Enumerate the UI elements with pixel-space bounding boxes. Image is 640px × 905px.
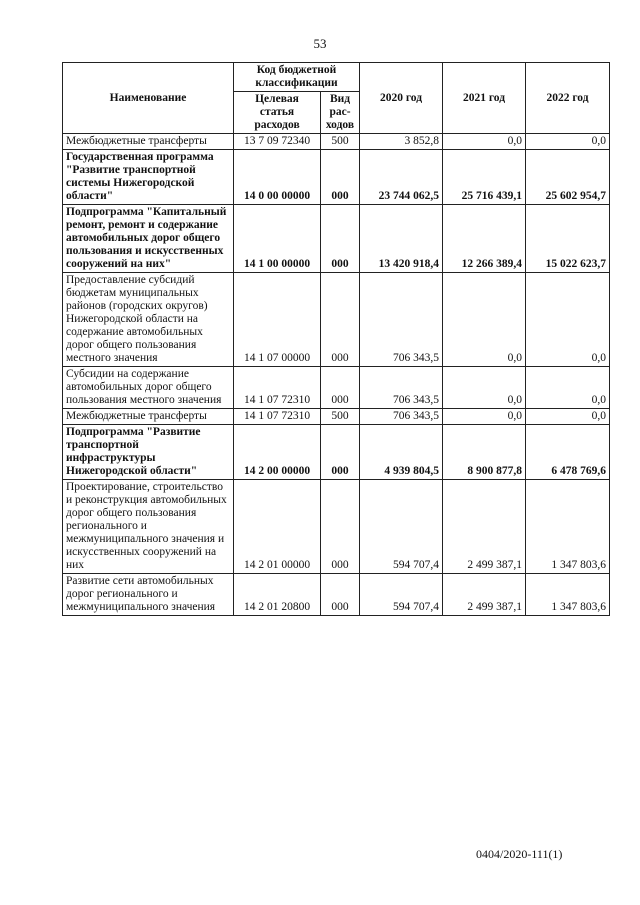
row-value-2022: 0,0: [526, 134, 610, 150]
row-value-2021: 12 266 389,4: [443, 205, 526, 273]
table-row: [63, 205, 610, 273]
header-name: Наименование: [63, 63, 234, 134]
row-value-2020: 4 939 804,5: [360, 425, 443, 480]
row-value-2022: 0,0: [526, 409, 610, 425]
row-expense-type: 000: [321, 273, 360, 367]
table-body: [63, 134, 610, 616]
row-value-2020: 13 420 918,4: [360, 205, 443, 273]
row-name: Подпрограмма "Капитальный ремонт, ремонт и содержание автомобильных дорог общего пользования и искусственных сооружений на них": [63, 205, 234, 273]
row-value-2020: 594 707,4: [360, 574, 443, 616]
header-year-2021: 2021 год: [443, 63, 526, 134]
row-expense-type: 000: [321, 205, 360, 273]
row-value-2022: 6 478 769,6: [526, 425, 610, 480]
row-value-2021: 2 499 387,1: [443, 574, 526, 616]
row-value-2021: 0,0: [443, 273, 526, 367]
header-year-2022: 2022 год: [526, 63, 610, 134]
row-target-article: 14 1 07 72310: [234, 367, 321, 409]
row-value-2020: 23 744 062,5: [360, 150, 443, 205]
row-name: Межбюджетные трансферты: [63, 409, 234, 425]
table-row: [63, 409, 610, 425]
row-value-2021: 0,0: [443, 367, 526, 409]
row-expense-type: 000: [321, 480, 360, 574]
header-target-article: Целевая статья расходов: [234, 92, 321, 134]
row-target-article: 14 1 07 00000: [234, 273, 321, 367]
row-target-article: 14 0 00 00000: [234, 150, 321, 205]
header-expense-type: Вид рас-ходов: [321, 92, 360, 134]
row-name: Предоставление субсидий бюджетам муниципальных районов (городских округов) Нижегородской области на содержание автомобильных дорог общего пользования местного значения: [63, 273, 234, 367]
row-value-2021: 0,0: [443, 134, 526, 150]
row-value-2022: 15 022 623,7: [526, 205, 610, 273]
header-budget-classification: Код бюджетной классификации: [234, 63, 360, 92]
row-value-2022: 1 347 803,6: [526, 480, 610, 574]
row-value-2022: 25 602 954,7: [526, 150, 610, 205]
row-name: Подпрограмма "Развитие транспортной инфраструктуры Нижегородской области": [63, 425, 234, 480]
row-expense-type: 500: [321, 134, 360, 150]
row-name: Субсидии на содержание автомобильных дорог общего пользования местного значения: [63, 367, 234, 409]
row-expense-type: 000: [321, 150, 360, 205]
row-name: Проектирование, строительство и реконструкция автомобильных дорог общего пользования регионального и межмуниципального значения и искусственных сооружений на них: [63, 480, 234, 574]
row-expense-type: 500: [321, 409, 360, 425]
row-value-2020: 706 343,5: [360, 367, 443, 409]
row-target-article: 14 2 01 00000: [234, 480, 321, 574]
row-expense-type: 000: [321, 425, 360, 480]
row-name: Межбюджетные трансферты: [63, 134, 234, 150]
document-code: 0404/2020-111(1): [476, 847, 563, 861]
row-name: Развитие сети автомобильных дорог регионального и межмуниципального значения: [63, 574, 234, 616]
header-year-2020: 2020 год: [360, 63, 443, 134]
row-value-2021: 25 716 439,1: [443, 150, 526, 205]
row-expense-type: 000: [321, 574, 360, 616]
row-value-2020: 594 707,4: [360, 480, 443, 574]
row-value-2021: 8 900 877,8: [443, 425, 526, 480]
row-expense-type: 000: [321, 367, 360, 409]
page-number: 53: [313, 36, 327, 51]
row-name: Государственная программа "Развитие транспортной системы Нижегородской области": [63, 150, 234, 205]
budget-table: [62, 62, 610, 616]
row-value-2022: 0,0: [526, 273, 610, 367]
row-value-2022: 0,0: [526, 367, 610, 409]
row-target-article: 14 1 00 00000: [234, 205, 321, 273]
row-value-2022: 1 347 803,6: [526, 574, 610, 616]
table-row: [63, 425, 610, 480]
row-value-2020: 3 852,8: [360, 134, 443, 150]
table-row: [63, 150, 610, 205]
table-row: [63, 574, 610, 616]
table-row: [63, 134, 610, 150]
table-row: [63, 480, 610, 574]
row-target-article: 14 2 00 00000: [234, 425, 321, 480]
table-row: [63, 367, 610, 409]
row-target-article: 13 7 09 72340: [234, 134, 321, 150]
row-value-2021: 0,0: [443, 409, 526, 425]
row-value-2021: 2 499 387,1: [443, 480, 526, 574]
row-target-article: 14 1 07 72310: [234, 409, 321, 425]
row-value-2020: 706 343,5: [360, 409, 443, 425]
row-target-article: 14 2 01 20800: [234, 574, 321, 616]
table-row: [63, 273, 610, 367]
row-value-2020: 706 343,5: [360, 273, 443, 367]
